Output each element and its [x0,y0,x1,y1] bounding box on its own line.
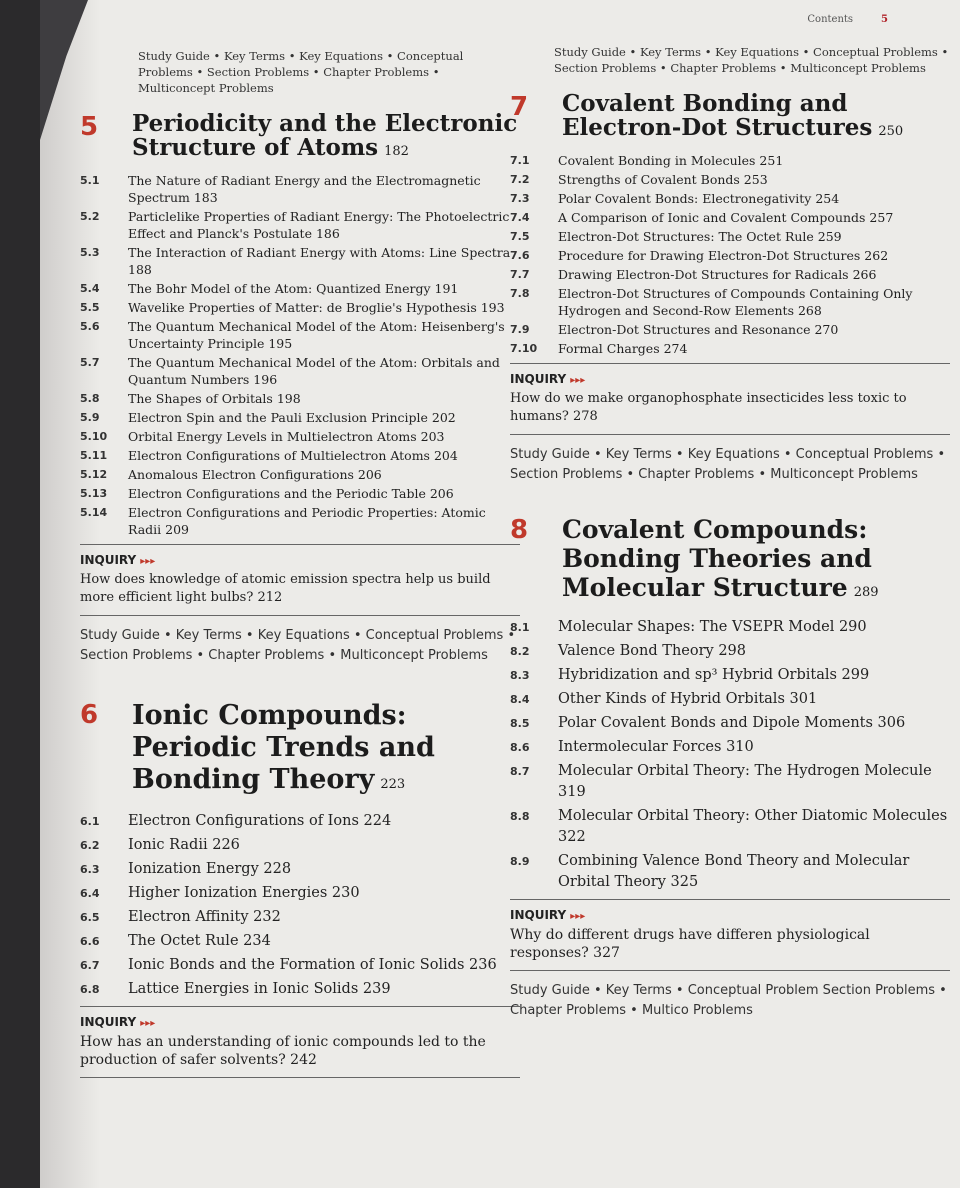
section-number: 7.1 [510,154,530,167]
section-number: 5.2 [80,210,100,223]
section-title: The Nature of Radiant Energy and the Electromagnetic Spectrum 183 [128,173,481,205]
chapter-title-text: Periodicity and the Electronic Structure of Atoms [132,110,518,161]
chapter-number: 7 [510,92,529,122]
chapter-7 [510,92,950,144]
section-number: 6.6 [80,935,100,948]
section-entry [510,152,950,169]
section-list [510,152,950,357]
section-entry [80,244,520,278]
arrows-icon: ▸▸▸ [570,911,586,922]
section-entry [510,641,950,662]
section-title: A Comparison of Ionic and Covalent Compounds 257 [558,210,894,225]
section-title: Valence Bond Theory 298 [558,643,746,659]
section-title: Electron Configurations of Multielectron Atoms 204 [128,448,458,463]
section-title: Higher Ionization Energies 230 [128,885,360,901]
section-number: 8.1 [510,621,530,634]
section-entry [80,811,520,832]
section-number: 5.12 [80,468,108,481]
section-entry [510,247,950,264]
section-entry [510,266,950,283]
section-number: 7.3 [510,192,530,205]
running-head [807,14,888,25]
section-entry [510,190,950,207]
section-title: Covalent Bonding in Molecules 251 [558,153,784,168]
section-title: The Quantum Mechanical Model of the Atom: Heisenberg's Uncertainty Principle 195 [128,319,505,351]
chapter-8 [510,515,950,607]
section-number: 7.4 [510,211,530,224]
study-guide-line: Study Guide • Key Terms • Key Equations • Conceptual Problems • Section Problems • Chapter Problems • Multiconcept Problems [510,447,946,482]
section-entry [510,713,950,734]
section-entry [510,321,950,338]
section-entry [80,280,520,297]
section-title: Polar Covalent Bonds and Dipole Moments 306 [558,715,906,731]
study-guide-line: Study Guide • Key Terms • Key Equations • Conceptual Problems • Section Problems • Chapter Problems • Multiconcept Problems [554,45,949,75]
section-number: 7.5 [510,230,530,243]
section-title: Other Kinds of Hybrid Orbitals 301 [558,691,818,707]
page-number: 5 [881,14,888,25]
section-entry [510,806,950,848]
left-column [80,48,520,1088]
section-number: 5.1 [80,174,100,187]
chapter-page: 250 [878,124,904,139]
section-entry [80,208,520,242]
section-list [510,617,950,893]
section-title: Ionic Radii 226 [128,837,240,853]
section-number: 7.9 [510,323,530,336]
section-number: 6.5 [80,911,100,924]
chapter-number: 6 [80,700,99,730]
section-entry [80,504,520,538]
section-title: The Quantum Mechanical Model of the Atom: Orbitals and Quantum Numbers 196 [128,355,500,387]
chapter-page: 223 [380,777,406,792]
section-title: The Bohr Model of the Atom: Quantized Energy 191 [128,281,459,296]
section-title: Anomalous Electron Configurations 206 [128,467,382,482]
section-list [80,811,520,1000]
section-number: 5.8 [80,392,100,405]
inquiry-tag: INQUIRY [510,908,567,922]
section-number: 7.7 [510,268,530,281]
chapter-title [132,700,520,801]
section-title: Hybridization and sp³ Hybrid Orbitals 299 [558,667,870,683]
chapter-number: 5 [80,112,99,142]
section-number: 6.3 [80,863,100,876]
chapter-number: 8 [510,515,529,545]
section-number: 5.11 [80,449,108,462]
section-title: Molecular Orbital Theory: The Hydrogen Molecule 319 [558,763,932,800]
section-title: Lattice Energies in Ionic Solids 239 [128,981,391,997]
section-number: 8.5 [510,717,530,730]
section-title: Ionization Energy 228 [128,861,292,877]
inquiry-question: How do we make organophosphate insecticides less toxic to humans? 278 [510,391,907,424]
inquiry-tag: INQUIRY [80,1015,137,1029]
section-title: Intermolecular Forces 310 [558,739,754,755]
section-entry [80,428,520,445]
section-entry [510,737,950,758]
section-entry [80,907,520,928]
section-title: Molecular Shapes: The VSEPR Model 290 [558,619,867,635]
chapter-title [562,515,950,607]
chapter-title [132,112,520,164]
section-number: 6.7 [80,959,100,972]
inquiry-question: How does knowledge of atomic emission spectra help us build more efficient light bulbs? 212 [80,572,491,605]
chapter-page: 182 [384,144,409,159]
section-entry [80,299,520,316]
section-number: 6.1 [80,815,100,828]
section-entry [510,209,950,226]
section-entry [510,171,950,188]
section-entry [510,665,950,686]
section-number: 5.14 [80,506,108,519]
study-guide-line: Study Guide • Key Terms • Key Equations • Conceptual Problems • Section Problems • Chapter Problems • Multiconcept Problems [138,49,464,95]
inquiry-box [510,363,950,435]
chapter-title-text: Covalent Compounds: Bonding Theories and Molecular Structure [562,515,872,602]
section-number: 7.8 [510,287,530,300]
chapter-page: 289 [853,585,879,600]
section-title: Electron Configurations and the Periodic Table 206 [128,486,454,501]
section-number: 5.4 [80,282,100,295]
section-number: 8.4 [510,693,530,706]
section-number: 8.2 [510,645,530,658]
section-number: 5.5 [80,301,100,314]
section-entry [80,955,520,976]
section-title: Electron Configurations of Ions 224 [128,813,392,829]
section-title: Wavelike Properties of Matter: de Broglie's Hypothesis 193 [128,300,505,315]
chapter-title [562,92,950,144]
section-title: The Interaction of Radiant Energy with Atoms: Line Spectra 188 [128,245,511,277]
section-title: Electron Spin and the Pauli Exclusion Principle 202 [128,410,456,425]
section-entry [80,859,520,880]
section-entry [80,466,520,483]
section-number: 6.4 [80,887,100,900]
study-guide-line: Study Guide • Key Terms • Conceptual Problem Section Problems • Chapter Problems • Multico Problems [510,983,947,1018]
section-entry [80,354,520,388]
section-title: Electron Affinity 232 [128,909,281,925]
section-number: 7.2 [510,173,530,186]
inquiry-box [80,544,520,616]
inquiry-question: Why do different drugs have differen physiological responses? 327 [510,927,870,961]
section-entry [80,390,520,407]
section-entry [510,285,950,319]
section-title: Drawing Electron-Dot Structures for Radicals 266 [558,267,877,282]
section-entry [80,883,520,904]
section-title: Procedure for Drawing Electron-Dot Structures 262 [558,248,889,263]
section-title: Combining Valence Bond Theory and Molecular Orbital Theory 325 [558,853,910,890]
chapter-title-text: Ionic Compounds: Periodic Trends and Bonding Theory [132,700,435,795]
section-entry [510,617,950,638]
section-number: 5.7 [80,356,100,369]
section-title: Electron-Dot Structures of Compounds Containing Only Hydrogen and Second-Row Elements 268 [558,286,913,318]
section-number: 8.3 [510,669,530,682]
section-entry [80,409,520,426]
section-number: 8.6 [510,741,530,754]
section-title: Strengths of Covalent Bonds 253 [558,172,768,187]
running-head-label: Contents [807,14,854,25]
section-title: The Octet Rule 234 [128,933,271,949]
section-number: 7.6 [510,249,530,262]
section-title: Electron Configurations and Periodic Properties: Atomic Radii 209 [128,505,486,537]
section-title: Particlelike Properties of Radiant Energy: The Photoelectric Effect and Planck's Postulate 186 [128,209,510,241]
section-number: 5.13 [80,487,108,500]
section-number: 8.8 [510,810,530,823]
book-page [40,0,960,1188]
section-entry [510,851,950,893]
section-title: Molecular Orbital Theory: Other Diatomic Molecules 322 [558,808,948,845]
section-entry [80,835,520,856]
section-entry [510,340,950,357]
section-entry [510,689,950,710]
section-entry [80,447,520,464]
section-number: 5.6 [80,320,100,333]
section-title: Ionic Bonds and the Formation of Ionic Solids 236 [128,957,497,973]
section-number: 5.3 [80,246,100,259]
inquiry-question: How has an understanding of ionic compounds led to the production of safer solvents? 242 [80,1034,486,1068]
section-title: Formal Charges 274 [558,341,688,356]
right-column [510,44,950,1021]
section-number: 5.10 [80,430,108,443]
study-guide-line: Study Guide • Key Terms • Key Equations • Conceptual Problems • Section Problems • Chapter Problems • Multiconcept Problems [80,628,516,663]
section-number: 6.2 [80,839,100,852]
section-number: 7.10 [510,342,538,355]
inquiry-tag: INQUIRY [510,372,567,386]
arrows-icon: ▸▸▸ [140,556,156,567]
section-entry [510,761,950,803]
section-title: Electron-Dot Structures: The Octet Rule 259 [558,229,842,244]
section-number: 5.9 [80,411,100,424]
section-entry [80,485,520,502]
section-entry [510,228,950,245]
chapter-title-text: Covalent Bonding and Electron-Dot Structures [562,90,873,141]
section-title: The Shapes of Orbitals 198 [128,391,301,406]
inquiry-tag: INQUIRY [80,553,137,567]
arrows-icon: ▸▸▸ [140,1018,156,1029]
section-title: Polar Covalent Bonds: Electronegativity 254 [558,191,840,206]
section-number: 6.8 [80,983,100,996]
section-entry [80,318,520,352]
section-number: 8.7 [510,765,530,778]
section-entry [80,931,520,952]
section-number: 8.9 [510,855,530,868]
arrows-icon: ▸▸▸ [570,375,586,386]
section-entry [80,172,520,206]
inquiry-box [80,1006,520,1078]
section-list [80,172,520,538]
chapter-6 [80,700,520,801]
inquiry-box [510,899,950,971]
section-entry [80,979,520,1000]
chapter-5 [80,112,520,164]
section-title: Orbital Energy Levels in Multielectron Atoms 203 [128,429,445,444]
section-title: Electron-Dot Structures and Resonance 270 [558,322,839,337]
